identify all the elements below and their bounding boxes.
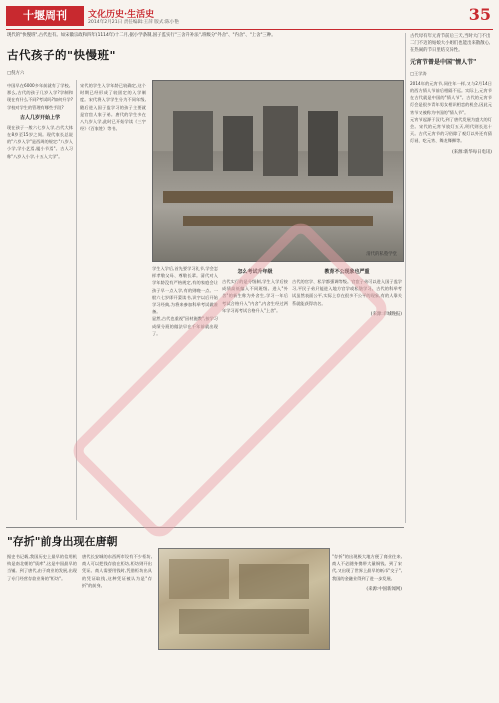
header-rule	[6, 29, 493, 30]
sidebar	[410, 33, 492, 155]
classroom-photo	[152, 80, 404, 262]
article1-subhead-3: 教育不公现象也严重	[324, 269, 370, 275]
article1-byline: □倪方六	[7, 71, 25, 76]
sidebar-divider	[405, 33, 406, 523]
article1-subhead-1: 古人几岁开始上学	[19, 114, 60, 121]
article2-headline: "存折"前身出现在唐朝	[7, 535, 118, 548]
article1-summary: 现代的"快慢班",古代也有。如宋徽宗政和四年(1114年)十二月,据小学条制,国子监实行"三舍升补法",班级分"外舍"、"内舍"、"上舍"三种。	[7, 33, 276, 38]
article2-col2: 唐代长安城的东西两市设有不少柜坊,商人可以把钱存放在柜坊,柜坊则开出凭证。商人需要用钱时,凭借柜坊出具的凭证取钱,这种凭证被认为是"存折"的前身。	[82, 554, 152, 588]
sidebar-title: 元宵节曾是中国"情人节"	[410, 58, 477, 66]
column-divider	[76, 80, 77, 520]
article1-col2: 宋代的学生入学年龄已较确定,这个时期已经形成了较固定的入学制度。宋代将入学学生分为不同年级,随后进入国子监学习的孩子主要就是官宦人家子弟。唐代的学生多在八九岁入学,此时已开始学读《三字经》《百家姓》等书。	[80, 83, 146, 132]
article1-col3b: 显然,古代也重视"因材施教",按学习成绩分班的做法早在千年前就出现了。	[152, 316, 218, 336]
section-divider	[6, 527, 404, 528]
historical-painting	[158, 548, 330, 650]
article1-source: (来源:羊城晚报)	[370, 311, 402, 317]
article1-subhead-2: 怎么考试升年级	[237, 269, 273, 275]
article2-col3: "存折"的出现极大地方便了商业往来,商人不必随身携带大量铜钱。到了宋代,又出现了世界上最早的纸币"交子",我国的金融业得到了进一步发展。	[332, 554, 402, 581]
article2-source: (来源:中国新闻网)	[366, 586, 402, 592]
classroom-photo-image	[153, 81, 403, 261]
painting-image	[159, 549, 329, 649]
sidebar-byline: □王学涛	[410, 70, 427, 76]
article1-col1b: 现在孩子一般六七岁入学,古代大体在8岁至15岁之间。现代家长总说的"六岁入学"是西周的规定:"八岁入小学,学小艺焉,履小节焉"。古人习称"八岁入小学,十五入大学"。	[7, 124, 73, 159]
article1-col1: 中国早在6000多年前就有了学校。那么,古代的孩子几岁入学?学制和现在有什么不同?考试吗?如何升学?学校对学生的管理有哪些手段?	[7, 83, 73, 110]
article2-col1: 据史书记载,我国历史上最早的信用机构是南北朝的"质库",这是中国最早的当铺。到了唐代,由于商业的发展,出现了专门经营存款业务的"柜坊"。	[7, 554, 77, 581]
photo-caption: 清代的私塾学堂	[366, 252, 397, 257]
sidebar-source: (来源:新华每日电讯)	[451, 149, 492, 155]
sidebar-body: 2014年的元宵节,同往年一样,又与2月14日的西方情人节前后相隔不远。实际上,元宵节在古代就是中国的"情人节"。古代的元宵节灯会是很多青年男女相识相恋的机会,因此元宵节又被称为中国的"情人节"。 元宵节起源于汉代,到了唐代发展为盛大的灯会。宋代的元宵节放灯五天,明代则长达十天。古代元宵节的习俗除了观灯以外还有猜灯谜、吃元宵、舞龙舞狮等。	[410, 80, 492, 144]
sidebar-lead: 古代母有年元青节前后三天,当时大门不出二门不迈的姑娘大小姐们也能出来散散心,在热闹的节日里结交异性。	[410, 34, 491, 54]
article1-col3: 学生入学后,首先要学习礼节,学会怎样孝敬父母、尊敬长辈。清代对入学年龄没有严格规定,有的家庭会让孩子早一点入学,有的则晚一点。一般六七岁即开蒙读书,识字以后开始学习经典,为将来参加科举考试做准备。	[152, 266, 218, 315]
article1-col5: 古代的官学、私学都强调等级。官宦子弟可以进入国子监学习,平民子弟只能进入地方官学或私塾学习。古代的科举考试虽然表面公平,实际上存在很多不公平的现象,有的人靠关系就能获得功名。	[292, 279, 402, 306]
section-title: 文化历史·生活史	[88, 10, 155, 20]
issue-meta: 2014年2月21日 责任编辑:王萍 版式:陈小艳	[88, 20, 179, 25]
page-number: 35	[468, 5, 491, 24]
article1-col4: 古代实行的是分级制,学生入学后按成绩高低编入不同班级。进入"外舍"的新生称为外舍生,学习一年后考试合格升入"内舍",内舍生经过两年学习再考试合格升入"上舍"。	[222, 279, 288, 313]
article1-headline: 古代孩子的"快慢班"	[7, 48, 116, 62]
masthead: 十堰周刊	[6, 6, 84, 26]
